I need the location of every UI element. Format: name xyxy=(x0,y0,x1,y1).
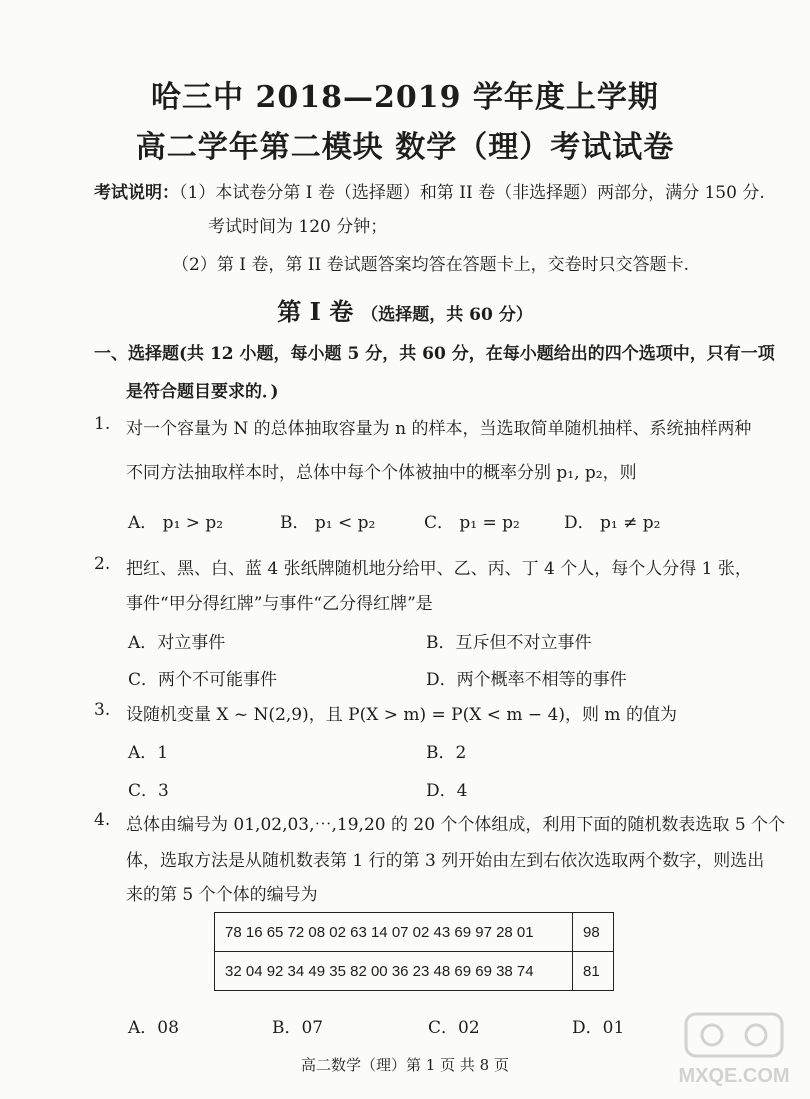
page-footer: 高二数学（理）第 1 页 共 8 页 xyxy=(301,1056,509,1074)
question-3-option-a: A．1 xyxy=(128,743,169,763)
question-1-option-a: A． p₁ > p₂ xyxy=(128,513,224,533)
table-cell: 32 04 92 34 49 35 82 00 36 23 48 69 69 38 74 xyxy=(215,952,573,991)
question-4-option-c: C．02 xyxy=(428,1018,480,1038)
question-3-number: 3. xyxy=(94,700,111,720)
instructions-item2: （2）第 I 卷，第 II 卷试题答案均答在答题卡上，交卷时只交答题卡. xyxy=(172,255,689,275)
table-row xyxy=(215,913,614,952)
table-cell: 81 xyxy=(573,952,614,991)
section-title: 第 I 卷 xyxy=(277,297,354,326)
question-4-option-b: B．07 xyxy=(272,1018,324,1038)
question-1-number: 1. xyxy=(94,414,111,434)
section-heading xyxy=(0,292,810,327)
watermark-text: MXQE.COM xyxy=(678,1065,790,1087)
question-2-number: 2. xyxy=(94,554,111,574)
question-4-text-line3: 来的第 5 个个体的编号为 xyxy=(126,885,318,905)
question-3-text: 设随机变量 X ~ N(2,9)，且 P(X > m) = P(X < m − 4)，则 m 的值为 xyxy=(126,705,677,725)
exam-title-line2: 高二学年第二模块 数学（理）考试试卷 xyxy=(135,130,675,165)
question-2-option-b: B．互斥但不对立事件 xyxy=(426,633,592,653)
question-4-option-d: D．01 xyxy=(572,1018,625,1038)
table-cell: 98 xyxy=(573,913,614,952)
question-1-option-c: C． p₁ = p₂ xyxy=(424,513,520,533)
section-subtitle: （选择题，共 60 分） xyxy=(361,305,533,325)
question-3-option-c: C．3 xyxy=(128,781,169,801)
question-4-text-line1: 总体由编号为 01,02,03,⋯,19,20 的 20 个个体组成，利用下面的随机数表选取 5 个个 xyxy=(126,815,786,835)
instructions-item1: （1）本试卷分第 I 卷（选择题）和第 II 卷（非选择题）两部分，满分 150 分. xyxy=(179,183,765,203)
question-1-text-line2: 不同方法抽取样本时，总体中每个个体被抽中的概率分别 p₁, p₂，则 xyxy=(126,463,637,483)
question-2-option-d: D．两个概率不相等的事件 xyxy=(426,670,627,690)
question-3-option-d: D．4 xyxy=(426,781,468,801)
question-1-text-line1: 对一个容量为 N 的总体抽取容量为 n 的样本，当选取简单随机抽样、系统抽样两种 xyxy=(126,419,752,439)
instructions-item1-cont: 考试时间为 120 分钟； xyxy=(208,217,388,237)
section-intro-line1: 一、选择题(共 12 小题，每小题 5 分，共 60 分，在每小题给出的四个选项中，只有一项 xyxy=(94,344,775,364)
question-3-option-b: B．2 xyxy=(426,743,467,763)
question-2-text-line2: 事件“甲分得红牌”与事件“乙分得红牌”是 xyxy=(126,594,433,614)
question-2-text-line1: 把红、黑、白、蓝 4 张纸牌随机地分给甲、乙、丙、丁 4 个人，每个人分得 1 张， xyxy=(126,559,752,579)
random-number-table xyxy=(214,912,614,991)
question-4-text-line2: 体，选取方法是从随机数表第 1 行的第 3 列开始由左到右依次选取两个数字，则选出 xyxy=(126,851,765,871)
table-row xyxy=(215,952,614,991)
instructions-label: 考试说明： xyxy=(94,183,179,203)
question-4-number: 4. xyxy=(94,810,111,830)
instructions-line1 xyxy=(94,178,765,203)
question-2-option-a: A．对立事件 xyxy=(128,633,226,653)
question-4-option-a: A．08 xyxy=(128,1018,179,1038)
watermark-logo xyxy=(664,1010,804,1090)
question-2-option-c: C．两个不可能事件 xyxy=(128,670,278,690)
section-intro-line2: 是符合题目要求的．) xyxy=(126,382,279,402)
exam-title-line1: 哈三中 2018—2019 学年度上学期 xyxy=(151,80,659,115)
question-1-option-b: B． p₁ < p₂ xyxy=(280,513,376,533)
table-cell: 78 16 65 72 08 02 63 14 07 02 43 69 97 28 01 xyxy=(215,913,573,952)
question-1-option-d: D． p₁ ≠ p₂ xyxy=(564,513,661,533)
